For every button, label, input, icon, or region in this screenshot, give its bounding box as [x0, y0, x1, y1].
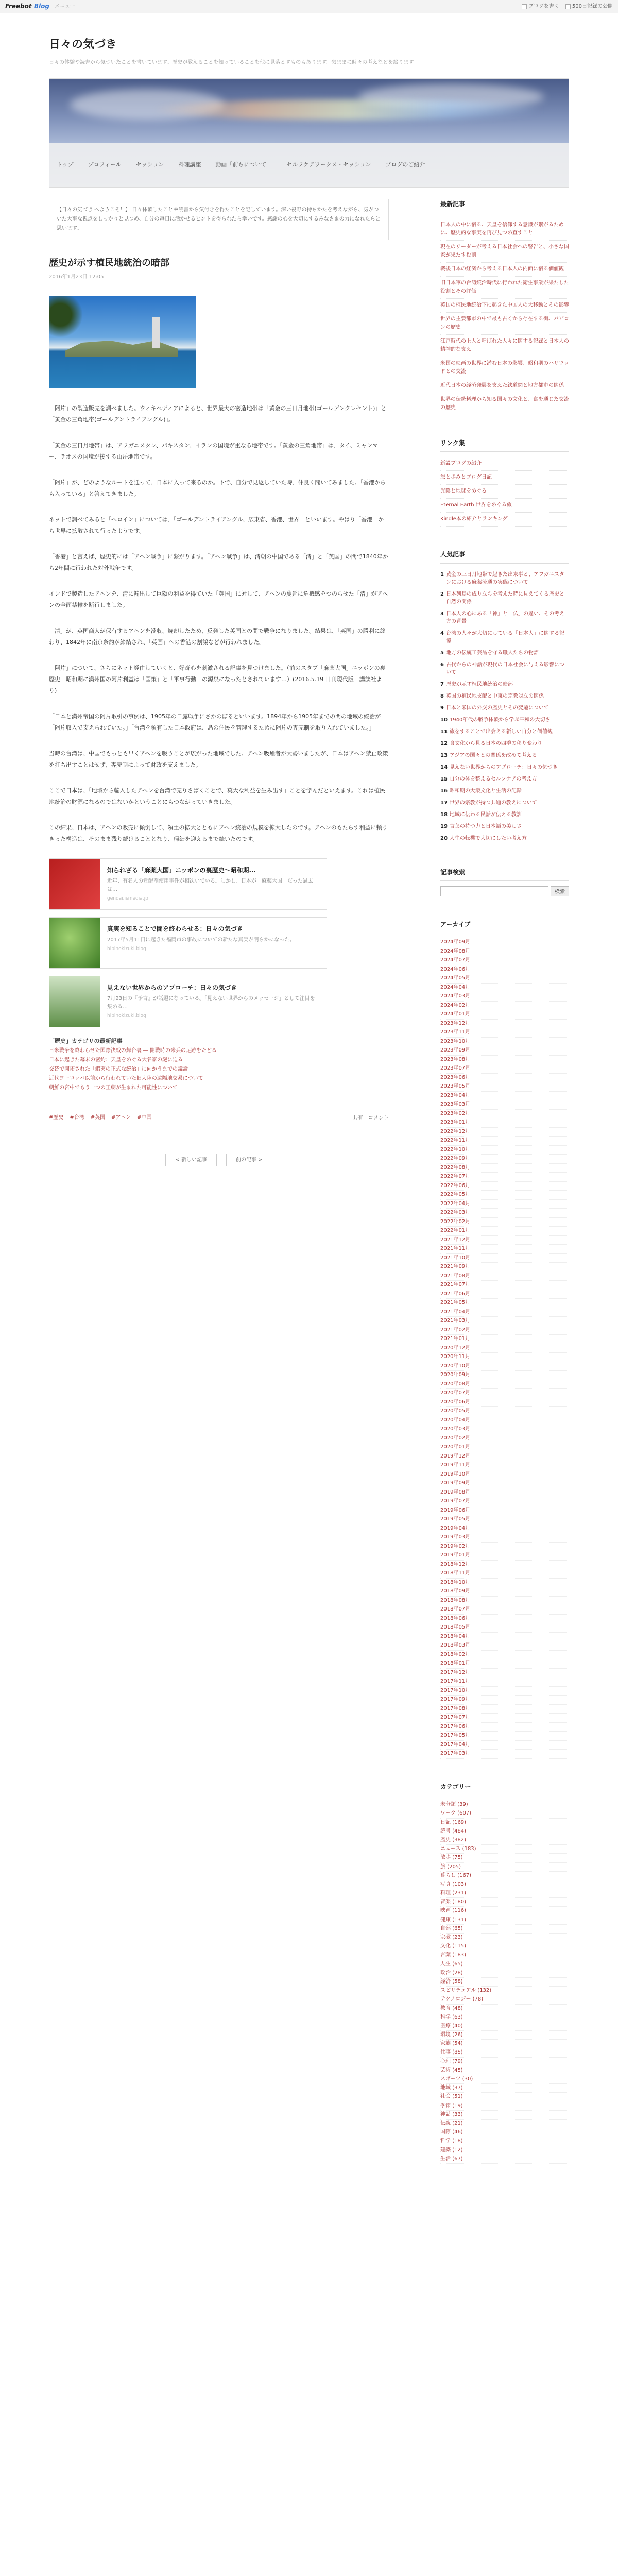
archive-link[interactable]: 2019年12月 — [440, 1452, 569, 1462]
popular-rank: 18 — [440, 811, 448, 818]
archive-link[interactable]: 2022年04月 — [440, 1200, 569, 1209]
category-link[interactable]: 哲学 (18) — [440, 2137, 569, 2146]
sidebar — [440, 199, 569, 2187]
category-latest-link[interactable]: 日本に起きた幕末の密約：天皇をめぐる大名家の謎に迫る — [49, 1057, 183, 1063]
pencil-icon — [522, 4, 527, 9]
archive-section — [440, 919, 569, 1759]
post-paragraph: 「阿片」の製造販売を調べました。ウィキペディアによると、世界最大の密造地帯は「黄金の三日月地帯(ゴールデンクレセント)」と「黄金の三角地帯(ゴールデントライアングル)」。 — [49, 404, 387, 423]
category-link[interactable]: 政治 (28) — [440, 1969, 569, 1978]
archive-link[interactable]: 2019年05月 — [440, 1515, 569, 1524]
popular-rank: 5 — [440, 650, 444, 656]
category-link[interactable]: 未分類 (39) — [440, 1801, 569, 1809]
share-link[interactable]: 共有 — [353, 1115, 363, 1121]
popular-item — [440, 750, 569, 761]
popular-rank: 10 — [440, 717, 448, 723]
category-latest-box — [49, 1037, 389, 1093]
archive-link[interactable]: 2022年12月 — [440, 1128, 569, 1137]
archive-link[interactable]: 2023年11月 — [440, 1028, 569, 1038]
category-link[interactable]: 季節 (19) — [440, 2102, 569, 2111]
category-link[interactable]: 人生 (65) — [440, 1960, 569, 1969]
popular-rank: 2 — [440, 591, 444, 597]
related-source: hibinokizuki.blog — [107, 946, 146, 952]
archive-link[interactable]: 2020年07月 — [440, 1389, 569, 1398]
category-link[interactable]: 映画 (116) — [440, 1907, 569, 1916]
recent-post-link[interactable]: 世界の主要都市の中で最も古くから存在する街、バビロンの歴史 — [440, 313, 569, 335]
nav-item[interactable]: 動画「前ちについて」 — [215, 161, 272, 168]
archive-link[interactable]: 2022年11月 — [440, 1137, 569, 1146]
archive-link[interactable]: 2023年05月 — [440, 1082, 569, 1092]
archive-link[interactable]: 2020年06月 — [440, 1398, 569, 1408]
archive-link[interactable]: 2021年09月 — [440, 1263, 569, 1272]
popular-link[interactable]: アジアの国々との関係を改めて考える — [449, 752, 537, 758]
archive-link[interactable]: 2017年04月 — [440, 1741, 569, 1750]
popular-link[interactable]: 旅をすることで出会える新しい自分と価値観 — [449, 728, 553, 735]
archive-link[interactable]: 2023年06月 — [440, 1074, 569, 1083]
main-column — [49, 199, 389, 2187]
popular-item — [440, 821, 569, 833]
category-link[interactable]: 神話 (33) — [440, 2111, 569, 2120]
archive-link[interactable]: 2018年07月 — [440, 1605, 569, 1615]
archive-link[interactable]: 2023年02月 — [440, 1110, 569, 1119]
archive-link[interactable]: 2018年10月 — [440, 1579, 569, 1588]
archive-link[interactable]: 2023年08月 — [440, 1056, 569, 1065]
category-link[interactable]: 仕事 (85) — [440, 2048, 569, 2057]
archive-link[interactable]: 2022年02月 — [440, 1218, 569, 1227]
archive-link[interactable]: 2019年07月 — [440, 1497, 569, 1506]
popular-link[interactable]: 世界の宗教が持つ共通の教えについて — [449, 800, 537, 806]
category-link[interactable]: スピリチュアル (132) — [440, 1987, 569, 1995]
archive-link[interactable]: 2018年08月 — [440, 1597, 569, 1606]
category-link[interactable]: 暮らし (167) — [440, 1872, 569, 1880]
nav-item[interactable]: 料理講座 — [178, 161, 201, 168]
archive-link[interactable]: 2022年08月 — [440, 1164, 569, 1173]
post-paragraph: この結果、日本は、アヘンの販売に傾倒して、領土の拡大とともにアヘン統治の規模を拡大したのです。アヘンのもたらす利益に頼りきった構造は、そのまま残り続けることとなり、帰結を迎えるまで続いたのです。 — [49, 824, 388, 842]
category-link[interactable]: 自然 (65) — [440, 1925, 569, 1934]
category-link[interactable]: 音楽 (180) — [440, 1898, 569, 1907]
archive-link[interactable]: 2017年09月 — [440, 1696, 569, 1705]
popular-item — [440, 773, 569, 785]
category-latest-link[interactable]: 朝鮮の宮中でもう一つの王朝が生まれた可能性について — [49, 1084, 178, 1091]
popular-rank: 9 — [440, 705, 444, 711]
category-link[interactable]: 言葉 (183) — [440, 1951, 569, 1960]
category-link[interactable]: 宗教 (23) — [440, 1934, 569, 1942]
popular-rank: 3 — [440, 611, 444, 617]
archive-link[interactable]: 2018年11月 — [440, 1569, 569, 1579]
related-card[interactable] — [49, 976, 327, 1027]
popular-link[interactable]: 昭和期の大衆文化と生活の記録 — [449, 788, 522, 794]
recent-post-link[interactable]: 米国の映画の世界に潜む日本の影響、昭和期のハリウッドとの交流 — [440, 357, 569, 379]
search-input[interactable] — [440, 886, 548, 896]
archive-link[interactable]: 2022年07月 — [440, 1173, 569, 1182]
archive-link[interactable]: 2020年01月 — [440, 1443, 569, 1452]
archive-link[interactable]: 2021年01月 — [440, 1335, 569, 1344]
archive-link[interactable]: 2024年02月 — [440, 1002, 569, 1011]
category-link[interactable]: ワーク (607) — [440, 1809, 569, 1818]
popular-rank: 16 — [440, 788, 448, 794]
popular-link[interactable]: 歴史が示す植民地統治の暗部 — [445, 681, 513, 687]
popular-link[interactable]: 地域に伝わる民話が伝える教訓 — [449, 811, 522, 818]
archive-link[interactable]: 2024年03月 — [440, 992, 569, 1002]
welcome-notice: 【日々の気づき へようこそ！】 日々体験したことや読書から気付きを得たことを記しています。深い視野の持ちかたを考えながら、気がついた大事な視点をしっかりと見つめ、自分の毎日に活かせるヒントを得られたら幸いです。感謝の心を大切にするみなさまの力になれたらと思います。 — [49, 199, 389, 240]
recent-post-link[interactable]: 江戸時代の上人と呼ばれた人々に関する記録と日本人の精神的な支え — [440, 335, 569, 357]
search-button[interactable]: 検索 — [551, 886, 569, 896]
recent-posts-section — [440, 199, 569, 415]
category-link[interactable]: 社会 (51) — [440, 2093, 569, 2102]
category-link[interactable]: 散歩 (75) — [440, 1854, 569, 1862]
sidebar-link[interactable]: 光陰と地球をめぐる — [440, 485, 569, 499]
popular-section — [440, 549, 569, 844]
popular-rank: 1 — [440, 571, 444, 578]
write-blog-link[interactable]: ブログを書く — [522, 2, 559, 11]
category-link[interactable]: 歴史 (382) — [440, 1836, 569, 1845]
tower-shape — [152, 317, 160, 348]
popular-item — [440, 761, 569, 773]
popular-link[interactable]: 黄金の三日月地帯で起きた出来事と、アフガニスタンにおける麻薬流通の実態について — [445, 571, 564, 585]
popular-rank: 11 — [440, 728, 448, 735]
popular-rank: 15 — [440, 776, 448, 782]
popular-item — [440, 833, 569, 844]
related-excerpt: 7月23日の『予言』が話題になっている。「見えない世界からのメッセージ」として注目を集める… — [107, 996, 315, 1010]
archive-link[interactable]: 2024年08月 — [440, 947, 569, 957]
tag-link[interactable]: #英国 — [90, 1114, 106, 1121]
related-posts — [49, 858, 389, 1027]
category-link[interactable]: 芸術 (45) — [440, 2066, 569, 2075]
post-body — [49, 403, 389, 845]
archive-link[interactable]: 2020年02月 — [440, 1434, 569, 1444]
archive-link[interactable]: 2019年06月 — [440, 1506, 569, 1516]
blog-service-logo[interactable]: Freebot Blog — [5, 3, 49, 10]
archive-link[interactable]: 2021年07月 — [440, 1281, 569, 1290]
category-link[interactable]: 日記 (169) — [440, 1819, 569, 1827]
archive-link[interactable]: 2017年07月 — [440, 1714, 569, 1723]
sidebar-link[interactable]: 旅と歩みとブログ日記 — [440, 471, 569, 485]
links-heading: リンク集 — [440, 438, 569, 452]
sidebar-link[interactable]: Kindle本の紹介とランキング — [440, 513, 569, 527]
archive-link[interactable]: 2017年08月 — [440, 1705, 569, 1714]
category-link[interactable]: 心理 (79) — [440, 2058, 569, 2066]
archive-link[interactable]: 2024年06月 — [440, 965, 569, 975]
category-link[interactable]: 環境 (26) — [440, 2031, 569, 2040]
archive-link[interactable]: 2023年10月 — [440, 1038, 569, 1047]
related-source: hibinokizuki.blog — [107, 1013, 146, 1019]
archive-link[interactable]: 2017年03月 — [440, 1750, 569, 1759]
archive-link[interactable]: 2018年05月 — [440, 1623, 569, 1633]
archive-link[interactable]: 2023年09月 — [440, 1046, 569, 1056]
archive-link[interactable]: 2023年03月 — [440, 1100, 569, 1110]
category-latest-link[interactable]: 日米戦争を終わらせた国際決戦の舞台裏 ― 開戦時の米兵の足跡をたどる — [49, 1047, 217, 1054]
category-section — [440, 1782, 569, 2164]
category-heading: カテゴリー — [440, 1782, 569, 1795]
post-date: 2016年1月23日 12:05 — [49, 274, 104, 280]
related-card[interactable] — [49, 917, 327, 969]
popular-link[interactable]: 古代からの神話が現代の日本社会に与える影響について — [445, 662, 564, 675]
category-link[interactable]: スポーツ (30) — [440, 2075, 569, 2084]
popular-link[interactable]: 日本列島の成り立ちを考えた時に見えてくる歴史と自然の関係 — [445, 591, 564, 605]
post-paragraph: 当時の台湾は、中国でもっとも早くアヘンを吸うことが広がった地域でした。アヘン吸煙者が大勢いましたが、日本はアヘン禁止政策を打ち出すことはせず、専売制によって財政を支えました。 — [49, 750, 388, 768]
popular-rank: 4 — [440, 630, 444, 636]
archive-link[interactable]: 2023年04月 — [440, 1092, 569, 1101]
popular-item — [440, 738, 569, 750]
popular-link[interactable]: 日本と米国の外交の歴史とその変遷について — [445, 705, 549, 711]
popular-rank: 13 — [440, 752, 448, 758]
category-link[interactable]: 読書 (484) — [440, 1827, 569, 1836]
archive-link[interactable]: 2020年10月 — [440, 1362, 569, 1371]
topbar-menu-link[interactable]: メニュー — [54, 4, 75, 9]
archive-link[interactable]: 2022年01月 — [440, 1227, 569, 1236]
recent-posts-heading: 最新記事 — [440, 199, 569, 213]
nav-item[interactable]: プロフィール — [88, 161, 122, 168]
nav-item[interactable]: ブログのご紹介 — [385, 161, 425, 168]
popular-link[interactable]: 台湾の人々が大切にしている「日本人」に関する記憶 — [445, 630, 564, 644]
recent-post-link[interactable]: 世界の伝統料理から知る国々の文化と、食を通じた交流の歴史 — [440, 393, 569, 415]
archive-link[interactable]: 2024年05月 — [440, 974, 569, 984]
archive-link[interactable]: 2017年11月 — [440, 1677, 569, 1687]
popular-rank: 14 — [440, 764, 448, 770]
popular-link[interactable]: 食文化から見る日本の四季の移り変わり — [449, 740, 542, 747]
archive-link[interactable]: 2024年01月 — [440, 1010, 569, 1020]
post-paragraph: 「香港」と言えば、歴史的には「アヘン戦争」に繋がります。「アヘン戦争」は、清朝の中国である「清」と「英国」の間で1840年から2年間に行われた対外戦争です。 — [49, 553, 388, 571]
category-latest-link[interactable]: 交替で開拓された「蝦夷の正式な統治」に向かうまでの議論 — [49, 1066, 188, 1072]
archive-link[interactable]: 2019年01月 — [440, 1551, 569, 1561]
archive-link[interactable]: 2018年09月 — [440, 1587, 569, 1597]
popular-link[interactable]: 見えない世界からのアプローチ：日々の気づき — [449, 764, 558, 770]
archive-link[interactable]: 2018年06月 — [440, 1615, 569, 1624]
popular-rank: 20 — [440, 835, 448, 841]
popular-link[interactable]: 人生の転機で大切にしたい考え方 — [449, 835, 527, 841]
archive-link[interactable]: 2017年05月 — [440, 1732, 569, 1741]
archive-link[interactable]: 2021年10月 — [440, 1254, 569, 1263]
related-excerpt: 2017年5月11日に起きた福岡市の事故についての新たな真実が明らかになった。 — [107, 937, 295, 943]
archive-link[interactable]: 2020年08月 — [440, 1380, 569, 1389]
popular-item — [440, 588, 569, 608]
rainbow-shape — [152, 99, 544, 120]
recent-post-link[interactable]: 現在のリーダーが考える日本社会への警告と、小さな国家が果たす役割 — [440, 241, 569, 263]
user-icon — [565, 4, 571, 9]
archive-link[interactable]: 2021年05月 — [440, 1299, 569, 1308]
archive-link[interactable]: 2021年06月 — [440, 1290, 569, 1299]
post-paragraph: 「日本と満州帝国の阿片取引の事例は、1905年の日露戦争にさかのぼるといいます。1894年から1905年までの間の地域の統治が「阿片収入で支えられていた。」「台湾を領有した日本政府は、島の住民を管理するために阿片の専売制を取り入れていました。」 — [49, 713, 381, 731]
related-card[interactable] — [49, 858, 327, 910]
archive-link[interactable]: 2022年03月 — [440, 1209, 569, 1218]
category-link[interactable]: 家族 (54) — [440, 2040, 569, 2048]
category-link[interactable]: テクノロジー (78) — [440, 1995, 569, 2004]
tag-link[interactable]: #アヘン — [111, 1114, 131, 1121]
popular-item — [440, 714, 569, 726]
related-title[interactable]: 真実を知ることで闇を終わらせる：日々の気づき — [107, 925, 243, 933]
nav-item[interactable]: セルフケアワークス・セッション — [286, 161, 371, 168]
archive-link[interactable]: 2018年03月 — [440, 1641, 569, 1651]
popular-rank: 8 — [440, 693, 444, 699]
header-banner — [49, 78, 569, 188]
archive-link[interactable]: 2017年10月 — [440, 1687, 569, 1696]
category-link[interactable]: ニュース (183) — [440, 1845, 569, 1854]
older-post-button[interactable]: 前の記事 > — [226, 1154, 272, 1166]
popular-rank: 12 — [440, 740, 448, 747]
post-paragraph: 「黄金の三日月地帯」は、アフガニスタン、パキスタン、イランの国境が重なる地帯です。「黄金の三角地帯」は、タイ、ミャンマー、ラオスの国境が接する山岳地帯です。 — [49, 442, 379, 460]
category-link[interactable]: 経済 (58) — [440, 1978, 569, 1987]
category-link[interactable]: 健康 (131) — [440, 1916, 569, 1925]
category-latest-heading: 「歴史」カテゴリの最新記事 — [49, 1037, 123, 1044]
post-image[interactable] — [49, 296, 196, 388]
archive-link[interactable]: 2022年05月 — [440, 1191, 569, 1200]
archive-link[interactable]: 2024年07月 — [440, 956, 569, 965]
archive-link[interactable]: 2018年12月 — [440, 1561, 569, 1570]
popular-rank: 7 — [440, 681, 444, 687]
links-section — [440, 438, 569, 527]
related-body — [100, 976, 327, 1027]
post-paragraph: インドで製造したアヘンを、清に輸出して巨額の利益を得ていた「英国」に対して、アヘンの蔓延に危機感をつのらせた「清」がアヘンの全面禁輸を断行しました。 — [49, 590, 388, 608]
category-link[interactable]: 伝統 (21) — [440, 2120, 569, 2128]
archive-link[interactable]: 2019年04月 — [440, 1524, 569, 1534]
popular-item — [440, 628, 569, 647]
recent-post-link[interactable]: 日本人の中に宿る、天皇を信仰する意識が繋がるために、歴史的な事実を再び見つめ直すこと — [440, 218, 569, 241]
archive-link[interactable]: 2024年04月 — [440, 984, 569, 993]
archive-link[interactable]: 2021年08月 — [440, 1272, 569, 1281]
recent-post-link[interactable]: 旧日本軍の台湾統治時代に行われた衛生事業が果たした役割とその評価 — [440, 277, 569, 299]
popular-heading: 人気記事 — [440, 549, 569, 563]
archive-link[interactable]: 2017年12月 — [440, 1669, 569, 1678]
popular-item — [440, 679, 569, 690]
popular-item — [440, 726, 569, 738]
archive-link[interactable]: 2018年01月 — [440, 1659, 569, 1669]
comment-link[interactable]: コメント — [368, 1115, 389, 1121]
search-heading: 記事検索 — [440, 867, 569, 881]
archive-link[interactable]: 2022年10月 — [440, 1146, 569, 1155]
popular-link[interactable]: 日本人の心にある「神」と「仏」の違い、その考え方の背景 — [445, 611, 564, 624]
related-thumbnail — [49, 859, 100, 909]
search-section — [440, 867, 569, 896]
archive-link[interactable]: 2023年12月 — [440, 1020, 569, 1029]
post-paragraph: 「清」が、英国商人が保有するアヘンを没収、焼却したため、反発した英国との間で戦争になりました。結果は、「英国」の勝利に終わり、1842年に南京条約が締結され、「英国」への香港の割譲などが行われました。 — [49, 627, 386, 646]
popular-link[interactable]: 英国の植民地支配と中東の宗教対立の関係 — [445, 693, 544, 699]
newer-post-button[interactable]: < 新しい記事 — [165, 1154, 217, 1166]
archive-link[interactable]: 2017年06月 — [440, 1723, 569, 1732]
archive-link[interactable]: 2019年02月 — [440, 1543, 569, 1552]
popular-item — [440, 647, 569, 659]
nav-item[interactable]: トップ — [57, 161, 74, 168]
site-title[interactable]: 日々の気づき — [49, 38, 117, 51]
category-link[interactable]: 医療 (40) — [440, 2022, 569, 2031]
archive-link[interactable]: 2020年03月 — [440, 1425, 569, 1434]
category-link[interactable]: 国際 (46) — [440, 2128, 569, 2137]
archive-link[interactable]: 2021年12月 — [440, 1236, 569, 1245]
category-link[interactable]: 旅 (205) — [440, 1863, 569, 1872]
category-link[interactable]: 建築 (12) — [440, 2146, 569, 2155]
nav-item[interactable]: セッション — [135, 161, 164, 168]
related-thumbnail — [49, 976, 100, 1027]
archive-link[interactable]: 2022年06月 — [440, 1182, 569, 1191]
archive-link[interactable]: 2020年05月 — [440, 1407, 569, 1416]
related-thumbnail — [49, 918, 100, 968]
popular-item — [440, 569, 569, 588]
related-title[interactable]: 知られざる「麻薬大国」ニッポンの裏歴史〜昭和期... — [107, 866, 256, 874]
category-link[interactable]: 料理 (231) — [440, 1889, 569, 1898]
recent-post-link[interactable]: 戦後日本の経済から考える日本人の内面に宿る価値観 — [440, 263, 569, 277]
popular-rank: 19 — [440, 823, 448, 829]
archive-link[interactable]: 2021年03月 — [440, 1317, 569, 1326]
category-link[interactable]: 教育 (48) — [440, 2005, 569, 2013]
tag-link[interactable]: #中国 — [137, 1114, 152, 1121]
archive-link[interactable]: 2022年09月 — [440, 1155, 569, 1164]
tag-link[interactable]: #台湾 — [70, 1114, 84, 1121]
archive-link[interactable]: 2020年04月 — [440, 1416, 569, 1426]
related-source: gendai.ismedia.jp — [107, 896, 148, 902]
popular-item — [440, 797, 569, 809]
popular-link[interactable]: 地方の伝統工芸品を守る職人たちの物語 — [445, 650, 539, 656]
archive-link[interactable]: 2019年09月 — [440, 1479, 569, 1488]
category-latest-link[interactable]: 近代ヨーロッパ以前から行われていた旧大陸の遠隔地交易について — [49, 1075, 203, 1081]
sidebar-link[interactable]: Eternal Earth 世界をめぐる旅 — [440, 499, 569, 513]
popular-link[interactable]: 自分の体を整えるセルフケアの考え方 — [449, 776, 537, 782]
post-paragraph: 「阿片」が、どのようなルートを通って、日本に入って来るのか。下で、自分で見返していた時、仲良く聞いてみました。「香港からも入っている」と答えてきました。 — [49, 479, 386, 497]
post-paragraph: 「阿片」について、さらにネット経由していくと、好奇心を刺激される記事を見つけました。（前のスタブ「麻薬大国」ニッポンの裏歴史一昭和期に満州国の阿片利益は「国策」と「軍事行動」の源泉になったとされています…）(2016.5.19 日刊現代版 講談社より) — [49, 664, 386, 694]
related-excerpt: 近年、有名人の覚醒剤使用事件が相次いでいる。しかし、日本が「麻薬大国」だった過去は… — [107, 878, 313, 893]
popular-link[interactable]: 1940年代の戦争体験から学ぶ平和の大切さ — [449, 717, 551, 723]
archive-link[interactable]: 2019年11月 — [440, 1461, 569, 1470]
login-link[interactable]: 500日記録の公開 — [565, 2, 613, 11]
popular-item — [440, 659, 569, 679]
related-title[interactable]: 見えない世界からのアプローチ：日々の気づき — [107, 984, 237, 991]
popular-item — [440, 809, 569, 821]
related-body — [100, 859, 327, 909]
post-pager — [49, 1154, 389, 1166]
related-body — [100, 918, 302, 968]
global-nav — [49, 143, 569, 187]
archive-link[interactable]: 2021年02月 — [440, 1326, 569, 1335]
post-paragraph: ネットで調べてみると「ヘロイン」については、「ゴールデントライアングル、広東省、香港、世界」といいます。やはり「香港」から世界に拡散されて行ったようです。 — [49, 516, 384, 534]
global-topbar — [0, 0, 618, 13]
archive-link[interactable]: 2024年09月 — [440, 938, 569, 947]
popular-rank: 17 — [440, 800, 448, 806]
archive-link[interactable]: 2019年10月 — [440, 1470, 569, 1480]
post-paragraph: ここで日本は、「地域から輸入したアヘンを台湾で売りさばくことで、莫大な利益を生み出す」ことを学んだといえます。これは植民地統治の財源になるのではないかということにもつながっていきました。 — [49, 787, 385, 805]
archive-link[interactable]: 2020年12月 — [440, 1344, 569, 1353]
tree-shape — [49, 296, 85, 343]
archive-link[interactable]: 2023年07月 — [440, 1064, 569, 1074]
recent-post-link[interactable]: 近代日本の経済発展を支えた鉄道網と地方都市の関係 — [440, 379, 569, 393]
archive-heading: アーカイブ — [440, 919, 569, 933]
archive-link[interactable]: 2018年04月 — [440, 1633, 569, 1642]
site-description: 日々の体験や読書から気づいたことを書いています。歴史が教えることを知っていることを他に見落とすものもあります。気ままに時々の考えなどを綴ります。 — [49, 60, 419, 66]
category-link[interactable]: 科学 (63) — [440, 2013, 569, 2022]
category-link[interactable]: 地域 (37) — [440, 2084, 569, 2093]
archive-link[interactable]: 2020年11月 — [440, 1353, 569, 1362]
category-link[interactable]: 写真 (103) — [440, 1880, 569, 1889]
archive-link[interactable]: 2019年08月 — [440, 1488, 569, 1498]
archive-link[interactable]: 2020年09月 — [440, 1371, 569, 1380]
popular-item — [440, 785, 569, 797]
popular-item — [440, 690, 569, 702]
archive-link[interactable]: 2019年03月 — [440, 1533, 569, 1543]
category-link[interactable]: 生活 (67) — [440, 2155, 569, 2164]
sidebar-link[interactable]: 新設ブログの紹介 — [440, 457, 569, 471]
popular-rank: 6 — [440, 662, 444, 668]
popular-link[interactable]: 言葉の持つ力と日本語の美しさ — [449, 823, 522, 829]
archive-link[interactable]: 2021年04月 — [440, 1308, 569, 1317]
archive-link[interactable]: 2018年02月 — [440, 1651, 569, 1660]
popular-item — [440, 702, 569, 714]
archive-link[interactable]: 2023年01月 — [440, 1118, 569, 1128]
post-title[interactable]: 歴史が示す植民地統治の暗部 — [49, 258, 169, 269]
archive-link[interactable]: 2021年11月 — [440, 1245, 569, 1254]
tag-link[interactable]: #歴史 — [49, 1114, 64, 1121]
popular-item — [440, 608, 569, 628]
recent-post-link[interactable]: 英国の植民地統治下に起きた中国人の大移動とその影響 — [440, 299, 569, 313]
category-link[interactable]: 文化 (115) — [440, 1942, 569, 1951]
